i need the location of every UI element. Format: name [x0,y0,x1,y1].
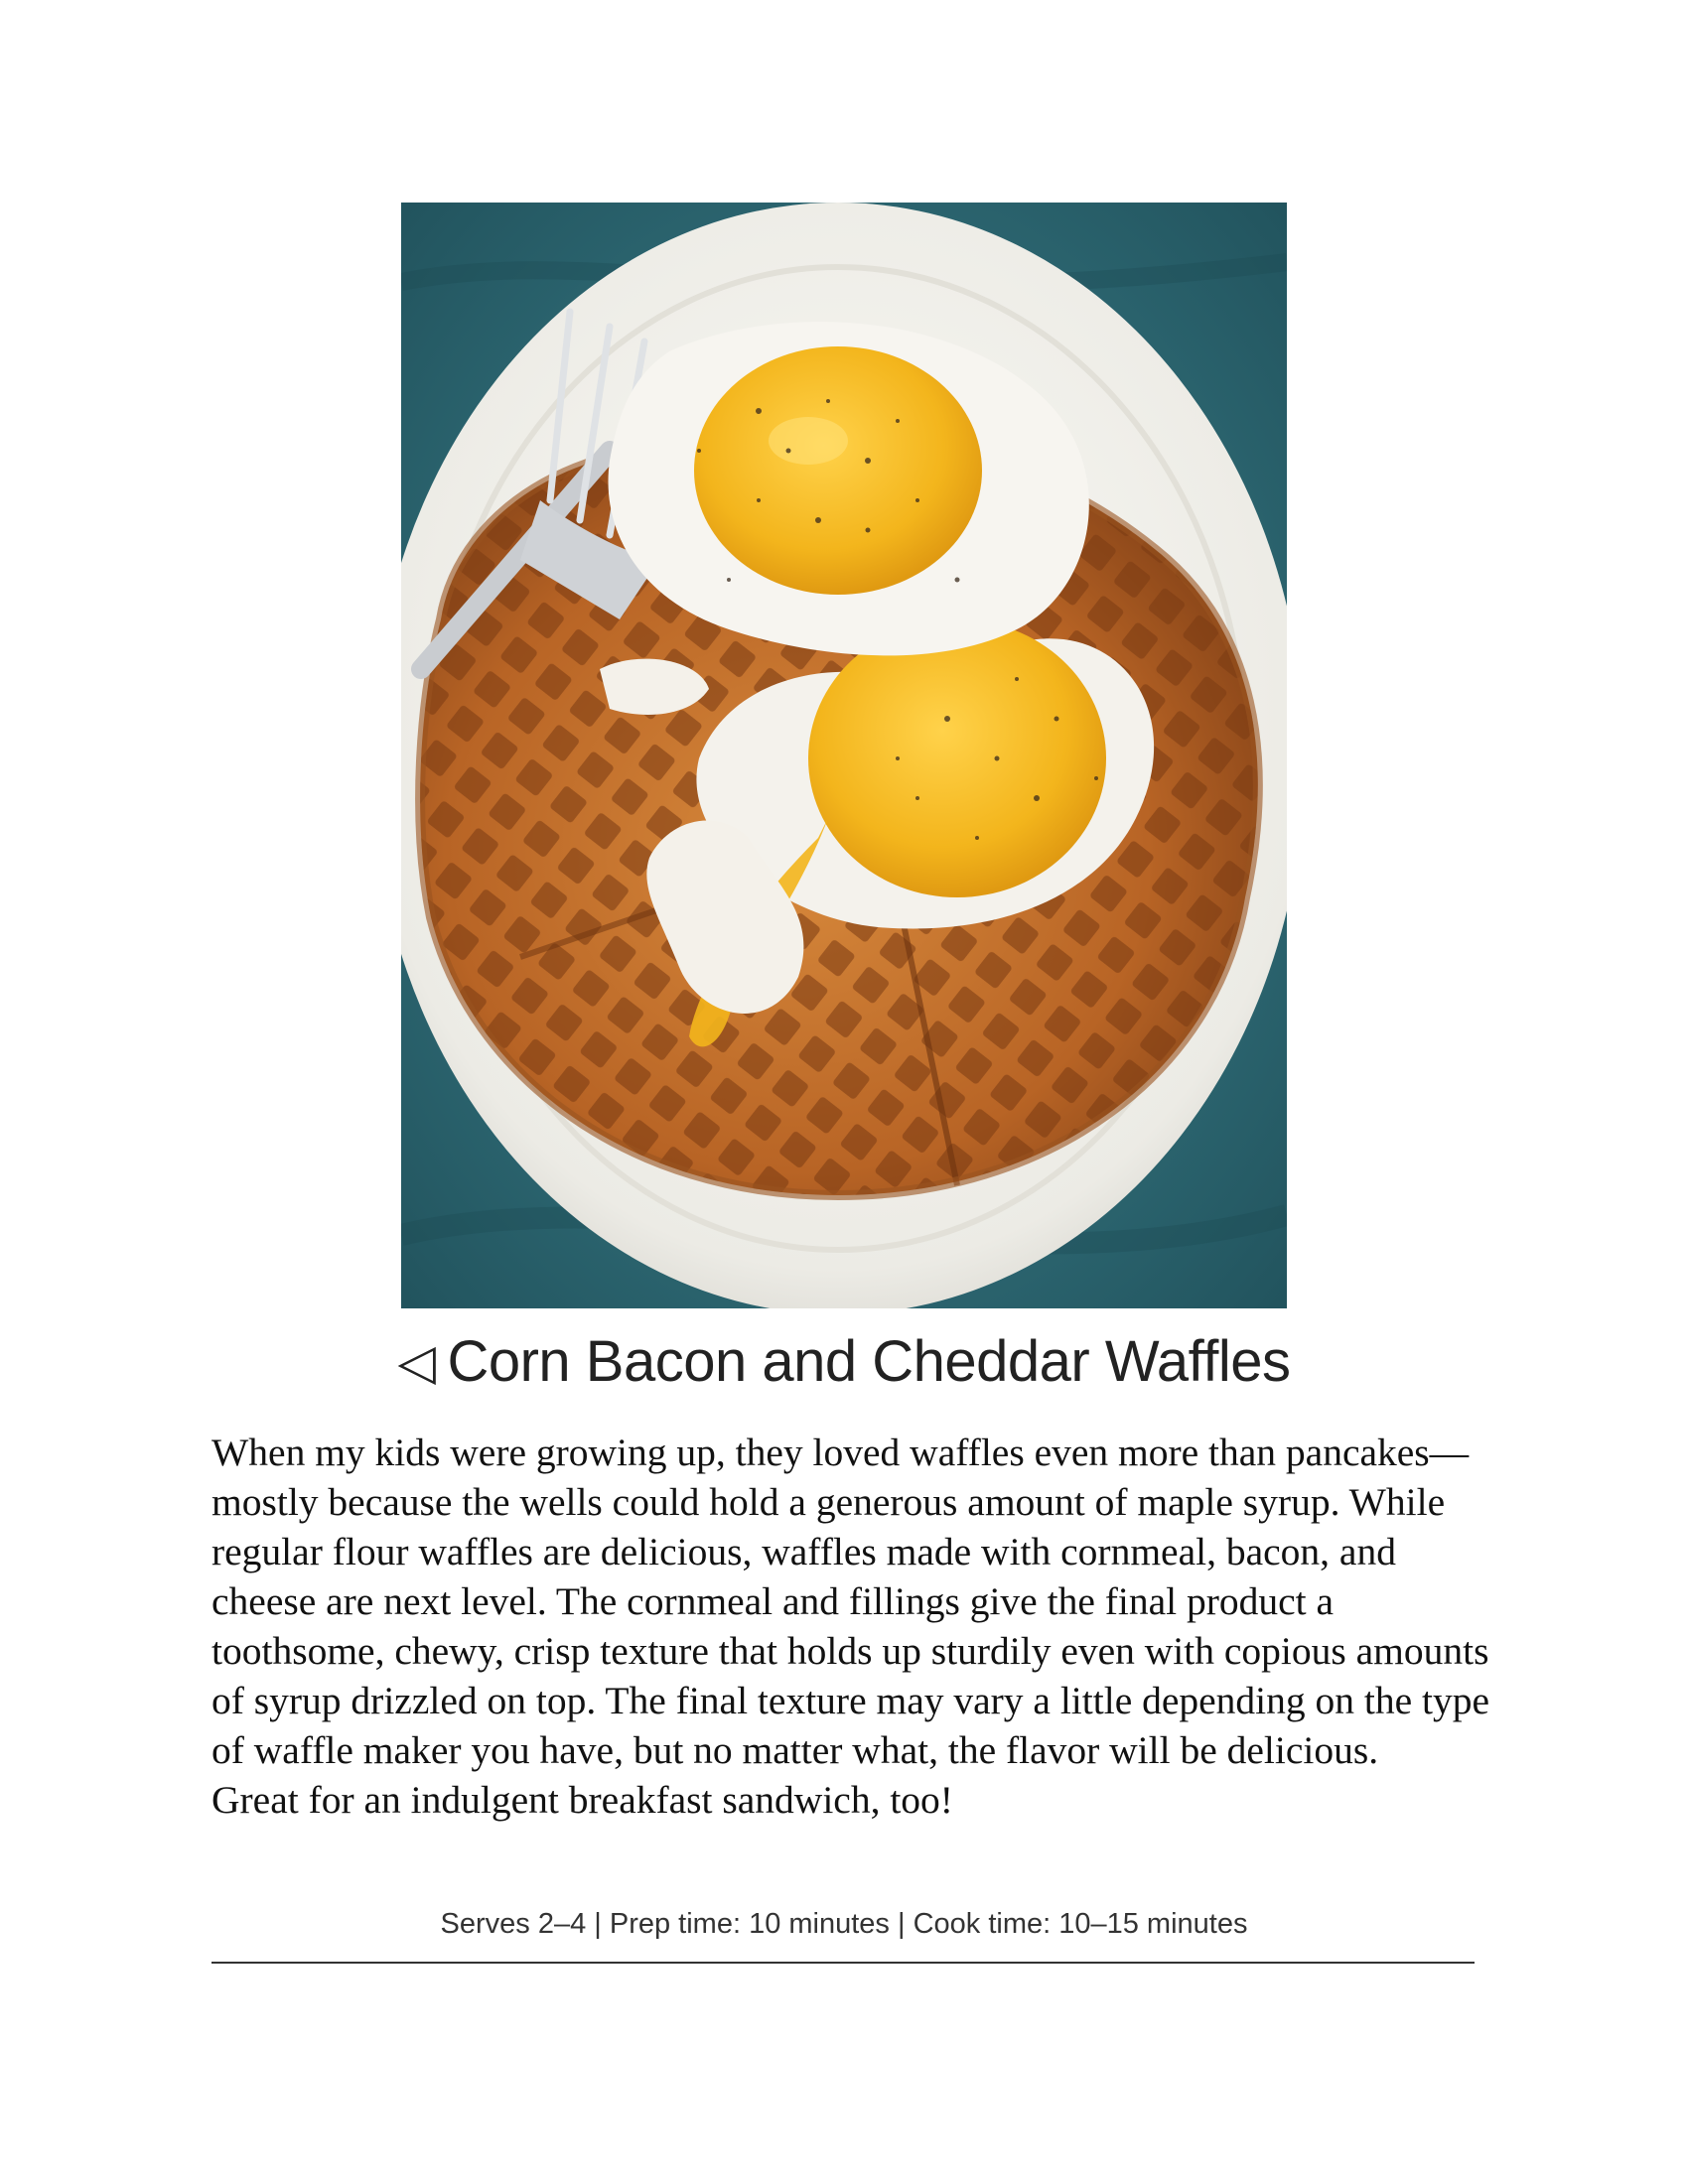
recipe-photo [401,203,1287,1308]
divider [211,1962,1475,1964]
recipe-title-text: Corn Bacon and Cheddar Waffles [447,1329,1291,1394]
intro-paragraph: When my kids were growing up, they loved waffles even more than pancakes—mostly because the wells could hold a generous amount of maple syrup. While regular flour waffles are delicious, waffles made with cornmeal, bacon, and cheese are next level. The cornmeal and fillings give the final product a toothsome, chewy, crisp texture that holds up sturdily even with copious amounts of syrup drizzled on top. The final texture may vary a little depending on the type of waffle maker you have, but no matter what, the flavor will be delicious. [211,1431,1490,1772]
recipe-meta: Serves 2–4 | Prep time: 10 minutes | Cook time: 10–15 minutes [440,1908,1248,1940]
recipe-title [0,1322,1688,1402]
triangle-left-icon: ◁ [397,1333,436,1391]
recipe-intro [211,1428,1492,1825]
intro-paragraph: Great for an indulgent breakfast sandwich, too! [211,1778,953,1822]
